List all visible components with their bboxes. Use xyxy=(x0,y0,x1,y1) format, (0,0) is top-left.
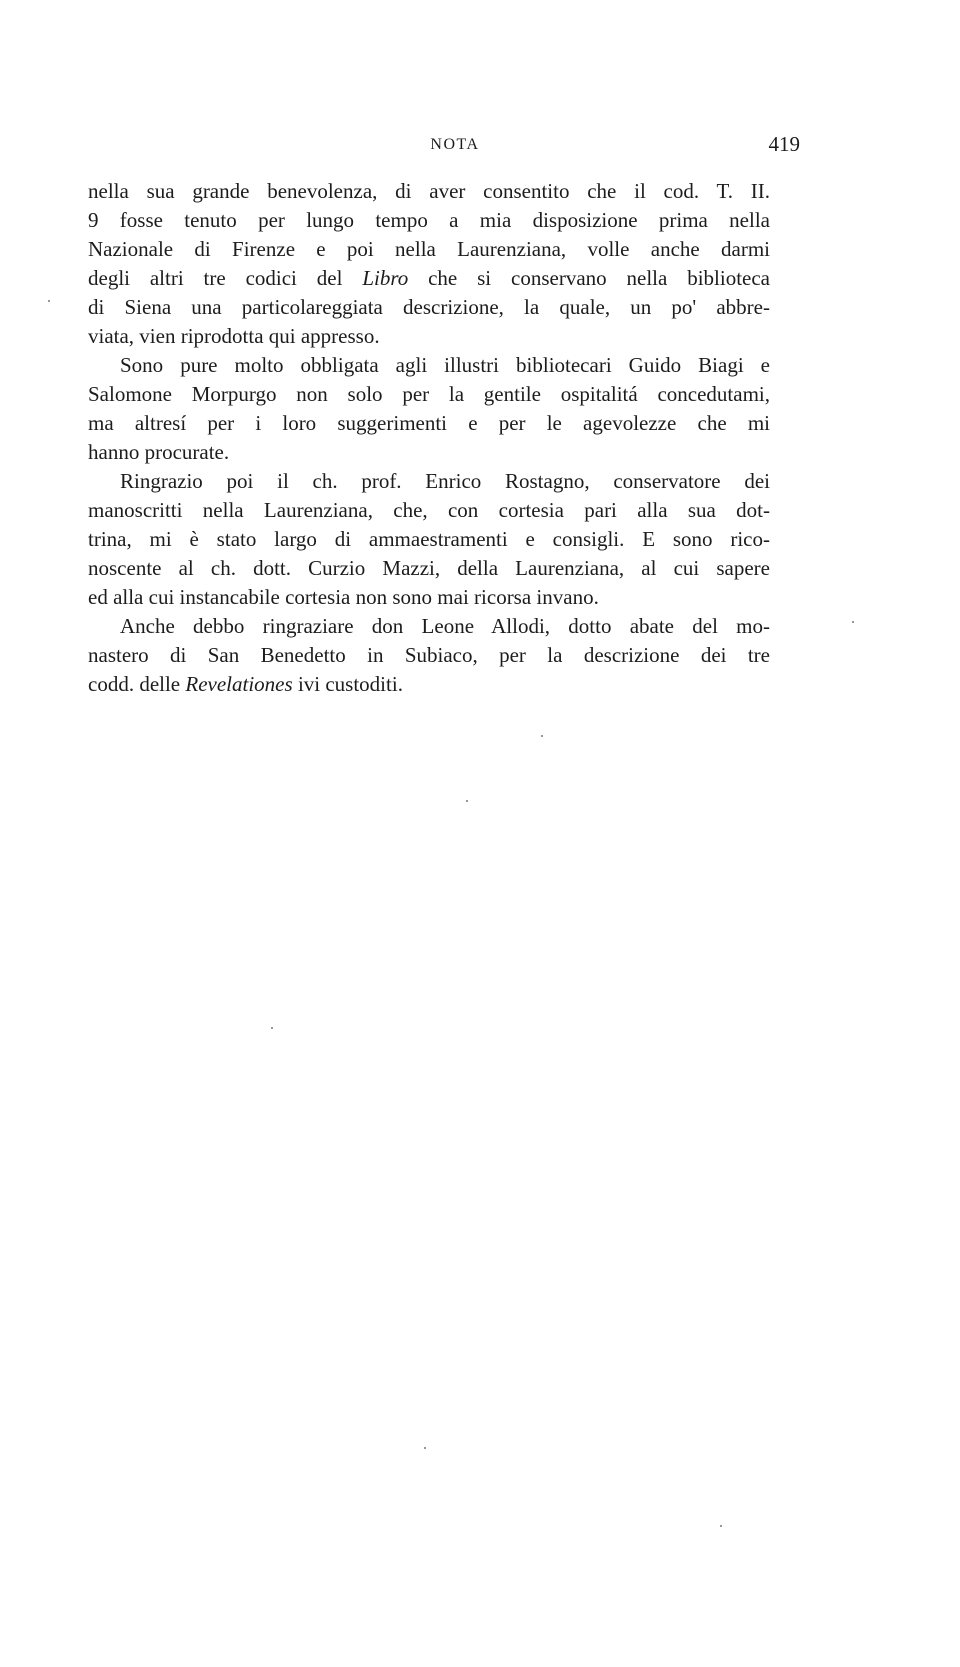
text-line: nastero di San Benedetto in Subiaco, per la descrizione dei tre xyxy=(88,643,770,667)
running-title: NOTA xyxy=(430,136,480,153)
text-run: che si conservano nella biblioteca xyxy=(408,266,771,290)
paragraph-2 xyxy=(88,351,770,467)
text-line: trina, mi è stato largo di ammaestramenti e consigli. E sono rico- xyxy=(88,527,770,551)
scan-speck xyxy=(271,1027,273,1029)
text-run: ivi custoditi. xyxy=(292,672,403,696)
text-line: Anche debbo ringraziare don Leone Allodi, dotto abate del mo- xyxy=(120,614,770,638)
text-line: 9 fosse tenuto per lungo tempo a mia disposizione prima nella xyxy=(88,208,770,232)
text-line: ma altresí per i loro suggerimenti e per le agevolezze che mi xyxy=(88,411,770,435)
paragraph-4 xyxy=(88,612,770,699)
text-line: Salomone Morpurgo non solo per la gentile ospitalitá concedutami, xyxy=(88,382,770,406)
text-line: Ringrazio poi il ch. prof. Enrico Rostagno, conservatore dei xyxy=(120,469,770,493)
text-run: degli altri tre codici del xyxy=(88,266,363,290)
page-number: 419 xyxy=(768,132,800,156)
body-text xyxy=(88,177,770,699)
running-head xyxy=(0,132,960,158)
text-line: nella sua grande benevolenza, di aver consentito che il cod. T. II. xyxy=(88,179,770,203)
text-line: di Siena una particolareggiata descrizione, la quale, un po' abbre- xyxy=(88,295,770,319)
text-line: viata, vien riprodotta qui appresso. xyxy=(88,324,380,348)
text-line xyxy=(88,264,770,293)
paragraph-3 xyxy=(88,467,770,612)
italic-title: Revelationes xyxy=(185,672,293,696)
scan-speck xyxy=(466,800,468,802)
text-line: hanno procurate. xyxy=(88,440,230,464)
scan-speck xyxy=(424,1447,426,1449)
scan-speck xyxy=(541,735,543,737)
scan-speck xyxy=(852,621,854,623)
text-line xyxy=(88,670,770,699)
text-line: manoscritti nella Laurenziana, che, con cortesia pari alla sua dot- xyxy=(88,498,770,522)
text-line: noscente al ch. dott. Curzio Mazzi, della Laurenziana, al cui sapere xyxy=(88,556,770,580)
scan-speck xyxy=(720,1525,722,1527)
italic-title: Libro xyxy=(362,266,409,290)
text-line: ed alla cui instancabile cortesia non sono mai ricorsa invano. xyxy=(88,585,599,609)
text-run: codd. delle xyxy=(88,672,186,696)
paragraph-1 xyxy=(88,177,770,351)
text-line: Sono pure molto obbligata agli illustri bibliotecari Guido Biagi e xyxy=(120,353,770,377)
text-line: Nazionale di Firenze e poi nella Laurenziana, volle anche darmi xyxy=(88,237,770,261)
scan-speck xyxy=(48,300,50,302)
